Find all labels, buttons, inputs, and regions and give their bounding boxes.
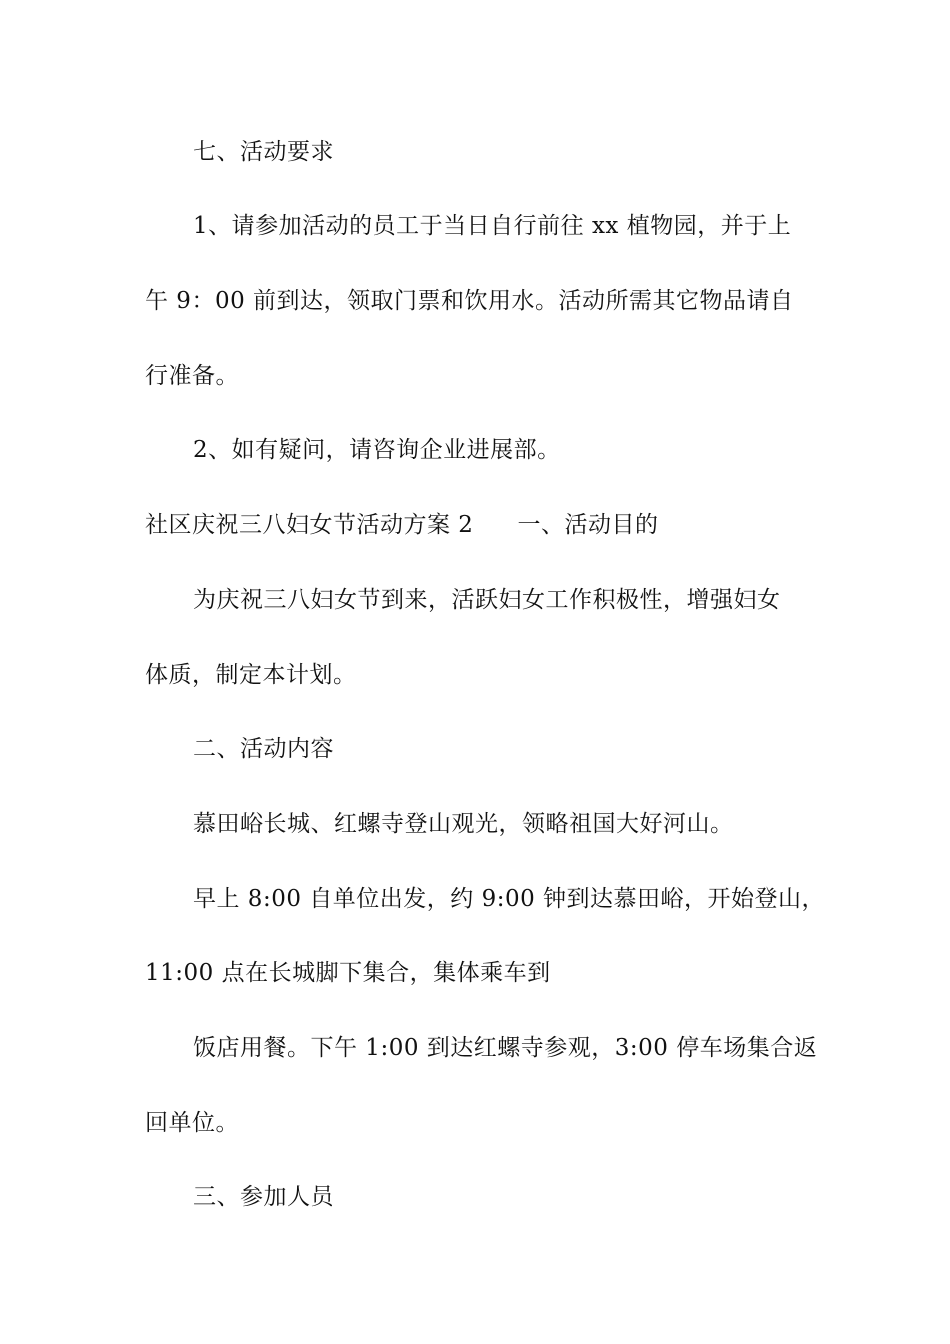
paragraph-line: 回单位。 <box>145 1110 239 1136</box>
paragraph-line: 饭店用餐。下午 1:00 到达红螺寺参观，3:00 停车场集合返 <box>193 1035 818 1061</box>
paragraph-line: 午 9：00 前到达，领取门票和饮用水。活动所需其它物品请自 <box>145 288 794 314</box>
paragraph-line: 2、如有疑问，请咨询企业进展部。 <box>193 437 561 463</box>
paragraph-line: 早上 8:00 自单位出发，约 9:00 钟到达慕田峪，开始登山， <box>193 886 826 912</box>
section-heading-content: 二、活动内容 <box>193 736 334 762</box>
paragraph-line: 为庆祝三八妇女节到来，活跃妇女工作积极性，增强妇女 <box>193 587 781 613</box>
paragraph-line: 11:00 点在长城脚下集合，集体乘车到 <box>145 960 551 986</box>
paragraph-line: 体质，制定本计划。 <box>145 662 357 688</box>
section-heading-participants: 三、参加人员 <box>193 1184 334 1210</box>
section-heading-requirements: 七、活动要求 <box>193 139 334 165</box>
section-heading-purpose: 一、活动目的 <box>517 512 659 538</box>
paragraph-line: 1、请参加活动的员工于当日自行前往 xx 植物园，并于上 <box>193 213 792 239</box>
plan-title-line <box>145 510 658 540</box>
paragraph-line: 行准备。 <box>145 363 239 389</box>
plan-title: 社区庆祝三八妇女节活动方案 2 <box>145 512 474 538</box>
paragraph-line: 慕田峪长城、红螺寺登山观光，领略祖国大好河山。 <box>193 811 734 837</box>
